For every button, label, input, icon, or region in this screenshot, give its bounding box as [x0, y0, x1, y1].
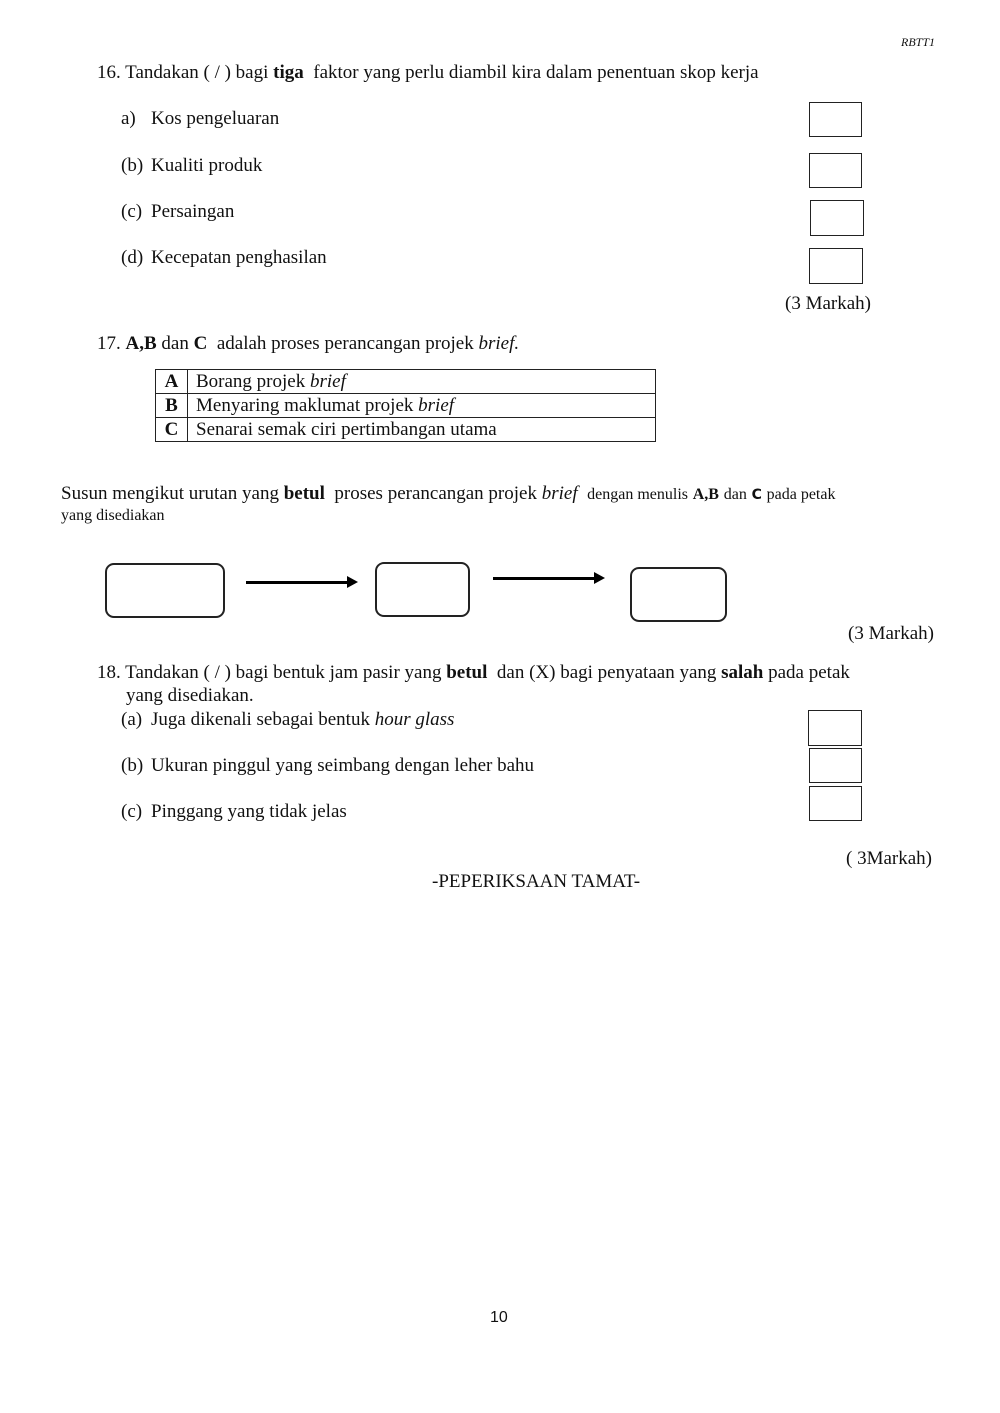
- q17-instr-italic: brief: [541, 483, 578, 504]
- q18-text-post: pada petak: [768, 662, 850, 683]
- q17-sequence-box-2[interactable]: [375, 562, 470, 617]
- q17-number: 17.: [97, 333, 121, 354]
- q16-answer-box-d[interactable]: [809, 248, 863, 284]
- end-of-exam: -PEPERIKSAAN TAMAT-: [432, 871, 641, 892]
- q17-text-mid: dan: [161, 333, 189, 354]
- q16-option-text: Kualiti produk: [151, 155, 263, 176]
- q18-answer-box-b[interactable]: [809, 748, 862, 783]
- q17-text-bold: A,B: [125, 333, 157, 354]
- q18-option-a: [121, 709, 454, 731]
- q17-text-bold2: C: [193, 333, 208, 354]
- table-key: C: [156, 418, 188, 442]
- q17-text-italic: brief.: [478, 333, 520, 354]
- table-row: [156, 370, 656, 394]
- q17-sequence-box-3[interactable]: [630, 567, 727, 622]
- q16-option-label: (c): [121, 201, 143, 222]
- header-code: RBTT1: [901, 35, 936, 49]
- q16-text-post: faktor yang perlu diambil kira dalam penentuan skop kerja: [313, 62, 759, 83]
- q16-question: [97, 62, 759, 84]
- table-row: [156, 394, 656, 418]
- q18-text-pre: Tandakan ( / ) bagi bentuk jam pasir yang: [125, 662, 442, 683]
- q18-text-bold: betul: [446, 662, 488, 683]
- q18-option-text: Juga dikenali sebagai bentuk: [151, 709, 370, 730]
- q18-option-text: Ukuran pinggul yang seimbang dengan leher bahu: [151, 755, 535, 776]
- q17-instr-mid: proses perancangan projek: [334, 483, 537, 504]
- q16-number: 16.: [97, 62, 121, 83]
- table-key: A: [156, 370, 188, 394]
- q18-option-b: [121, 755, 534, 777]
- q16-option-text: Kos pengeluaran: [151, 108, 280, 129]
- q16-option-label: a): [121, 108, 136, 129]
- q16-option-d: [121, 247, 327, 269]
- q18-option-italic: hour glass: [374, 709, 455, 730]
- arrow-right-icon: [493, 577, 596, 580]
- q17-sequence-box-1[interactable]: [105, 563, 225, 618]
- q16-text-bold: tiga: [273, 62, 304, 83]
- q17-process-table: [155, 369, 656, 442]
- q18-option-text: Pinggang yang tidak jelas: [151, 801, 347, 822]
- table-key: B: [156, 394, 188, 418]
- q18-question: [97, 662, 850, 684]
- q18-option-c: [121, 801, 347, 823]
- q18-option-label: (b): [121, 755, 144, 776]
- q17-marks: (3 Markah): [848, 623, 934, 644]
- q16-answer-box-c[interactable]: [810, 200, 864, 236]
- q17-instruction-line2: yang disediakan: [61, 507, 165, 524]
- q17-question: [97, 333, 519, 355]
- q18-answer-box-a[interactable]: [808, 710, 862, 746]
- table-row: [156, 418, 656, 442]
- q17-instr-ab: A,B: [692, 486, 719, 503]
- q18-question-line2: yang disediakan.: [126, 685, 254, 706]
- q17-instr-dan: dan: [723, 486, 747, 503]
- arrow-right-icon: [246, 581, 349, 584]
- q16-option-text: Persaingan: [151, 201, 235, 222]
- q16-text-pre: Tandakan ( / ) bagi: [125, 62, 269, 83]
- q16-option-text: Kecepatan penghasilan: [151, 247, 327, 268]
- q18-number: 18.: [97, 662, 121, 683]
- q16-option-label: (d): [121, 247, 144, 268]
- q17-instr-pre: Susun mengikut urutan yang: [61, 483, 279, 504]
- q16-option-a: [121, 108, 279, 130]
- q18-option-label: (a): [121, 709, 143, 730]
- q18-text-bold2: salah: [721, 662, 764, 683]
- q17-instr-bold: betul: [283, 483, 325, 504]
- q16-option-label: (b): [121, 155, 144, 176]
- q17-instr-small: dengan menulis: [587, 486, 688, 503]
- table-text: Menyaring maklumat projek brief: [188, 394, 656, 418]
- q16-answer-box-b[interactable]: [809, 153, 862, 188]
- q18-answer-box-c[interactable]: [809, 786, 862, 821]
- q16-marks: (3 Markah): [785, 293, 871, 314]
- table-text: Borang projek brief: [188, 370, 656, 394]
- q17-text-post: adalah proses perancangan projek: [216, 333, 474, 354]
- q17-instr-c: C: [751, 487, 762, 503]
- table-text: Senarai semak ciri pertimbangan utama: [188, 418, 656, 442]
- q16-answer-box-a[interactable]: [809, 102, 862, 137]
- q16-option-b: [121, 155, 262, 177]
- q18-marks: ( 3Markah): [846, 848, 932, 869]
- q17-instruction: [61, 483, 835, 505]
- q18-text-mid: dan (X) bagi penyataan yang: [496, 662, 717, 683]
- q16-option-c: [121, 201, 234, 223]
- q17-instr-post: pada petak: [766, 486, 836, 503]
- q18-option-label: (c): [121, 801, 143, 822]
- page-number: 10: [490, 1309, 508, 1326]
